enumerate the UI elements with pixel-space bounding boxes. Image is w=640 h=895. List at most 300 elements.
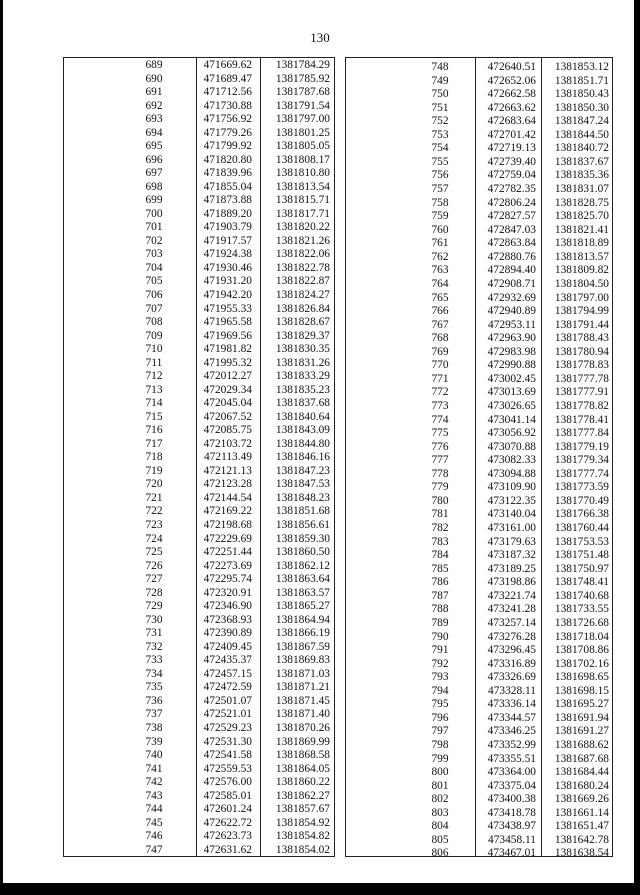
table-row [64, 478, 334, 491]
table-row [346, 115, 612, 128]
table-row [64, 803, 334, 816]
x-coordinate-cell: 473467.01 [487, 847, 536, 860]
table-row [64, 560, 334, 573]
y-coordinate-cell: 1381856.61 [275, 519, 330, 532]
table-row [346, 427, 612, 440]
y-coordinate-cell: 1381820.22 [275, 221, 330, 234]
point-number-cell: 804 [431, 820, 449, 833]
y-coordinate-cell: 1381829.37 [275, 329, 330, 342]
x-coordinate-cell: 471903.79 [203, 221, 252, 234]
x-coordinate-cell: 472123.28 [203, 478, 252, 491]
table-row [346, 75, 612, 88]
table-row [346, 820, 612, 833]
y-coordinate-cell: 1381684.44 [554, 766, 609, 779]
table-row [346, 183, 612, 196]
table-row [346, 658, 612, 671]
x-coordinate-cell: 472346.90 [203, 600, 252, 613]
point-number-cell: 734 [145, 667, 163, 680]
table-row [346, 536, 612, 549]
x-coordinate-cell: 473418.78 [487, 806, 536, 819]
y-coordinate-cell: 1381777.74 [554, 467, 609, 480]
y-coordinate-cell: 1381760.44 [554, 522, 609, 535]
y-coordinate-cell: 1381778.82 [554, 400, 609, 412]
y-coordinate-cell: 1381863.64 [275, 573, 330, 586]
y-coordinate-cell: 1381687.68 [554, 752, 609, 765]
point-number-cell: 793 [431, 671, 449, 684]
x-coordinate-cell: 472990.88 [487, 359, 536, 372]
table-row [64, 140, 334, 153]
y-coordinate-cell: 1381791.44 [554, 318, 609, 331]
table-row [346, 631, 612, 644]
x-coordinate-cell: 472103.72 [203, 437, 252, 450]
table-row [346, 305, 612, 318]
point-number-cell: 722 [145, 505, 163, 518]
table-row [346, 102, 612, 115]
y-coordinate-cell: 1381835.23 [275, 383, 330, 396]
y-coordinate-cell: 1381770.49 [554, 494, 609, 507]
y-coordinate-cell: 1381809.82 [554, 264, 609, 277]
x-coordinate-cell: 472623.73 [203, 830, 252, 843]
point-number-cell: 750 [431, 88, 449, 101]
y-coordinate-cell: 1381773.59 [554, 481, 609, 494]
y-coordinate-cell: 1381815.71 [275, 194, 330, 207]
point-number-cell: 737 [145, 708, 163, 721]
table-row [64, 167, 334, 180]
x-coordinate-cell: 473013.69 [487, 386, 536, 399]
x-coordinate-cell: 472782.35 [487, 183, 536, 196]
table-row [64, 654, 334, 667]
x-coordinate-cell: 472409.45 [203, 640, 252, 653]
table-row [346, 454, 612, 467]
point-number-cell: 715 [145, 410, 163, 423]
point-number-cell: 707 [145, 302, 163, 315]
point-number-cell: 785 [431, 562, 449, 575]
x-coordinate-cell: 472953.11 [488, 318, 536, 331]
point-number-cell: 759 [431, 210, 449, 223]
point-number-cell: 742 [145, 776, 163, 789]
y-coordinate-cell: 1381651.47 [554, 820, 609, 833]
point-number-cell: 757 [431, 183, 449, 196]
right-coordinate-table [345, 57, 613, 860]
point-number-cell: 731 [145, 627, 163, 640]
y-coordinate-cell: 1381854.92 [275, 816, 330, 829]
y-coordinate-cell: 1381863.57 [275, 586, 330, 599]
x-coordinate-cell: 472390.89 [203, 627, 252, 640]
point-number-cell: 691 [145, 86, 163, 99]
point-number-cell: 735 [145, 681, 163, 694]
table-row [64, 303, 334, 316]
y-coordinate-cell: 1381831.26 [275, 356, 330, 369]
y-coordinate-cell: 1381733.55 [554, 603, 609, 616]
point-number-cell: 788 [431, 603, 449, 616]
table-row [346, 386, 612, 399]
point-number-cell: 695 [145, 140, 163, 153]
x-coordinate-cell: 471669.62 [203, 59, 252, 71]
x-coordinate-cell: 471855.04 [203, 180, 252, 193]
y-coordinate-cell: 1381828.67 [275, 316, 330, 329]
point-number-cell: 728 [145, 586, 163, 599]
x-coordinate-cell: 471756.92 [203, 113, 252, 126]
point-number-cell: 745 [145, 816, 163, 829]
table-row [64, 330, 334, 343]
y-coordinate-cell: 1381778.41 [554, 413, 609, 426]
x-coordinate-cell: 472640.51 [487, 61, 536, 73]
x-coordinate-cell: 473458.11 [488, 833, 536, 846]
x-coordinate-cell: 472880.76 [487, 250, 536, 263]
x-coordinate-cell: 473198.86 [487, 576, 536, 589]
y-coordinate-cell: 1381862.12 [275, 559, 330, 572]
x-coordinate-cell: 472739.40 [487, 155, 536, 168]
y-coordinate-cell: 1381864.94 [275, 613, 330, 626]
y-coordinate-cell: 1381748.41 [554, 576, 609, 589]
table-row [346, 508, 612, 521]
y-coordinate-cell: 1381837.67 [554, 155, 609, 168]
x-coordinate-cell: 471779.26 [203, 126, 252, 139]
y-coordinate-cell: 1381850.43 [554, 88, 609, 101]
point-number-cell: 791 [431, 644, 449, 657]
x-coordinate-cell: 473328.11 [488, 684, 536, 697]
table-row [346, 671, 612, 684]
x-coordinate-cell: 472198.68 [203, 519, 252, 532]
x-coordinate-cell: 472759.04 [487, 169, 536, 182]
table-row [64, 127, 334, 140]
table-row [346, 725, 612, 738]
x-coordinate-cell: 472472.59 [203, 681, 252, 694]
point-number-cell: 806 [431, 847, 449, 860]
y-coordinate-cell: 1381680.24 [554, 779, 609, 792]
y-coordinate-cell: 1381828.75 [554, 196, 609, 209]
table-row [64, 154, 334, 167]
x-coordinate-cell: 472827.57 [487, 210, 536, 223]
point-number-cell: 751 [431, 101, 449, 114]
y-coordinate-cell: 1381726.68 [554, 616, 609, 629]
table-row [64, 424, 334, 437]
point-number-cell: 786 [431, 576, 449, 589]
x-coordinate-cell: 472719.13 [487, 142, 536, 155]
point-number-cell: 700 [145, 207, 163, 220]
table-row [64, 776, 334, 789]
x-coordinate-cell: 472457.15 [203, 667, 252, 680]
x-coordinate-cell: 472894.40 [487, 264, 536, 277]
y-coordinate-cell: 1381850.30 [554, 101, 609, 114]
table-row [346, 753, 612, 766]
point-number-cell: 797 [431, 725, 449, 738]
point-number-cell: 747 [145, 843, 163, 856]
x-coordinate-cell: 472531.30 [203, 735, 252, 748]
table-row [346, 61, 612, 74]
point-number-cell: 764 [431, 277, 449, 290]
y-coordinate-cell: 1381864.05 [275, 762, 330, 775]
table-row [64, 181, 334, 194]
x-coordinate-cell: 472576.00 [203, 776, 252, 789]
table-row [346, 129, 612, 142]
y-coordinate-cell: 1381808.17 [275, 153, 330, 166]
x-coordinate-cell: 473179.63 [487, 535, 536, 548]
table-row [346, 224, 612, 237]
x-coordinate-cell: 471942.20 [203, 289, 252, 301]
point-number-cell: 778 [431, 467, 449, 480]
x-coordinate-cell: 473056.92 [487, 427, 536, 440]
point-number-cell: 803 [431, 806, 449, 819]
y-coordinate-cell: 1381869.99 [275, 735, 330, 748]
table-row [346, 834, 612, 847]
point-number-cell: 712 [145, 370, 163, 383]
table-row [346, 563, 612, 576]
y-coordinate-cell: 1381853.12 [554, 61, 609, 73]
y-coordinate-cell: 1381698.15 [554, 684, 609, 697]
x-coordinate-cell: 473122.35 [487, 494, 536, 507]
y-coordinate-cell: 1381846.16 [275, 451, 330, 464]
point-number-cell: 777 [431, 454, 449, 467]
point-number-cell: 694 [145, 126, 163, 139]
y-coordinate-cell: 1381821.41 [554, 223, 609, 236]
y-coordinate-cell: 1381766.38 [554, 508, 609, 521]
table-row [346, 481, 612, 494]
x-coordinate-cell: 472983.98 [487, 345, 536, 358]
point-number-cell: 794 [431, 684, 449, 697]
point-number-cell: 760 [431, 223, 449, 236]
x-coordinate-cell: 472963.90 [487, 332, 536, 345]
table-row [346, 712, 612, 725]
y-coordinate-cell: 1381862.27 [275, 789, 330, 802]
y-coordinate-cell: 1381702.16 [554, 657, 609, 670]
table-row [64, 86, 334, 99]
x-coordinate-cell: 473082.33 [487, 454, 536, 467]
y-coordinate-cell: 1381831.07 [554, 183, 609, 196]
x-coordinate-cell: 472940.89 [487, 305, 536, 318]
y-coordinate-cell: 1381691.27 [554, 725, 609, 738]
y-coordinate-cell: 1381837.68 [275, 397, 330, 410]
point-number-cell: 776 [431, 440, 449, 453]
x-coordinate-cell: 473094.88 [487, 467, 536, 480]
y-coordinate-cell: 1381840.72 [554, 142, 609, 155]
x-coordinate-cell: 473364.00 [487, 766, 536, 779]
point-number-cell: 739 [145, 735, 163, 748]
table-row [64, 681, 334, 694]
point-number-cell: 792 [431, 657, 449, 670]
point-number-cell: 753 [431, 128, 449, 141]
y-coordinate-cell: 1381797.00 [554, 291, 609, 304]
point-number-cell: 720 [145, 478, 163, 491]
point-number-cell: 711 [145, 356, 163, 369]
table-row [64, 275, 334, 288]
y-coordinate-cell: 1381784.29 [275, 59, 330, 71]
y-coordinate-cell: 1381851.71 [554, 74, 609, 87]
point-number-cell: 796 [431, 711, 449, 724]
x-coordinate-cell: 472631.62 [203, 843, 252, 856]
x-coordinate-cell: 472932.69 [487, 291, 536, 304]
table-row [64, 587, 334, 600]
y-coordinate-cell: 1381810.80 [275, 167, 330, 180]
point-number-cell: 714 [145, 397, 163, 410]
table-row [346, 807, 612, 820]
table-row [64, 546, 334, 559]
point-number-cell: 736 [145, 694, 163, 707]
point-number-cell: 772 [431, 386, 449, 399]
point-number-cell: 748 [431, 61, 449, 73]
x-coordinate-cell: 472622.72 [203, 816, 252, 829]
point-number-cell: 752 [431, 115, 449, 128]
table-row [64, 519, 334, 532]
x-coordinate-cell: 472045.04 [203, 397, 252, 410]
point-number-cell: 690 [145, 72, 163, 85]
point-number-cell: 783 [431, 535, 449, 548]
left-coordinate-table [63, 57, 335, 857]
table-row [346, 400, 612, 413]
table-row [346, 278, 612, 291]
x-coordinate-cell: 473221.74 [487, 589, 536, 602]
y-coordinate-cell: 1381840.64 [275, 410, 330, 423]
table-row [346, 685, 612, 698]
y-coordinate-cell: 1381688.62 [554, 739, 609, 751]
x-coordinate-cell: 473326.69 [487, 671, 536, 684]
y-coordinate-cell: 1381833.29 [275, 370, 330, 383]
x-coordinate-cell: 472652.06 [487, 74, 536, 87]
x-coordinate-cell: 472701.42 [487, 128, 536, 141]
y-coordinate-cell: 1381794.99 [554, 305, 609, 318]
x-coordinate-cell: 473161.00 [487, 522, 536, 535]
x-coordinate-cell: 473276.28 [487, 630, 536, 643]
y-coordinate-cell: 1381843.09 [275, 424, 330, 437]
x-coordinate-cell: 472435.37 [203, 654, 252, 667]
y-coordinate-cell: 1381818.89 [554, 237, 609, 250]
y-coordinate-cell: 1381860.22 [275, 776, 330, 789]
table-row [64, 397, 334, 410]
point-number-cell: 701 [145, 221, 163, 234]
x-coordinate-cell: 473336.14 [487, 698, 536, 711]
table-row [346, 590, 612, 603]
point-number-cell: 706 [145, 289, 163, 301]
x-coordinate-cell: 472663.62 [487, 101, 536, 114]
table-row [64, 113, 334, 126]
x-coordinate-cell: 473041.14 [487, 413, 536, 426]
point-number-cell: 771 [431, 372, 449, 385]
y-coordinate-cell: 1381753.53 [554, 535, 609, 548]
y-coordinate-cell: 1381740.68 [554, 589, 609, 602]
point-number-cell: 718 [145, 451, 163, 464]
table-row [346, 468, 612, 481]
table-row [346, 766, 612, 779]
point-number-cell: 769 [431, 345, 449, 358]
x-coordinate-cell: 472295.74 [203, 573, 252, 586]
table-row [64, 817, 334, 830]
table-row [64, 600, 334, 613]
point-number-cell: 790 [431, 630, 449, 643]
y-coordinate-cell: 1381822.06 [275, 248, 330, 261]
table-row [64, 844, 334, 857]
x-coordinate-cell: 472029.34 [203, 383, 252, 396]
table-row [64, 790, 334, 803]
y-coordinate-cell: 1381669.26 [554, 793, 609, 806]
point-number-cell: 733 [145, 654, 163, 667]
point-number-cell: 716 [145, 424, 163, 437]
x-coordinate-cell: 473296.45 [487, 644, 536, 657]
table-row [346, 197, 612, 210]
point-number-cell: 779 [431, 481, 449, 494]
table-row [64, 289, 334, 302]
point-number-cell: 743 [145, 789, 163, 802]
y-coordinate-cell: 1381844.50 [554, 128, 609, 141]
table-row [346, 169, 612, 182]
table-row [64, 100, 334, 113]
x-coordinate-cell: 473189.25 [487, 562, 536, 575]
table-row [64, 343, 334, 356]
table-row [346, 346, 612, 359]
table-row [346, 780, 612, 793]
point-number-cell: 698 [145, 180, 163, 193]
y-coordinate-cell: 1381857.67 [275, 803, 330, 816]
y-coordinate-cell: 1381698.65 [554, 671, 609, 684]
x-coordinate-cell: 472121.13 [203, 464, 252, 477]
y-coordinate-cell: 1381708.86 [554, 644, 609, 657]
table-row [64, 830, 334, 843]
point-number-cell: 703 [145, 248, 163, 261]
x-coordinate-cell: 472529.23 [203, 721, 252, 734]
table-row [64, 722, 334, 735]
point-number-cell: 749 [431, 74, 449, 87]
y-coordinate-cell: 1381871.21 [275, 681, 330, 694]
x-coordinate-cell: 471730.88 [203, 99, 252, 112]
x-coordinate-cell: 472863.84 [487, 237, 536, 250]
point-number-cell: 754 [431, 142, 449, 155]
x-coordinate-cell: 471930.46 [203, 261, 252, 274]
point-number-cell: 710 [145, 343, 163, 356]
y-coordinate-cell: 1381791.54 [275, 99, 330, 112]
table-row [346, 264, 612, 277]
x-coordinate-cell: 472908.71 [487, 277, 536, 290]
y-coordinate-cell: 1381718.04 [554, 630, 609, 643]
point-number-cell: 693 [145, 113, 163, 126]
y-coordinate-cell: 1381661.14 [554, 806, 609, 819]
y-coordinate-cell: 1381866.19 [275, 627, 330, 640]
y-coordinate-cell: 1381779.19 [554, 440, 609, 453]
x-coordinate-cell: 471889.20 [203, 207, 252, 220]
x-coordinate-cell: 471820.80 [203, 153, 252, 166]
table-row [64, 668, 334, 681]
point-number-cell: 780 [431, 494, 449, 507]
point-number-cell: 798 [431, 739, 449, 751]
table-row [64, 695, 334, 708]
y-coordinate-cell: 1381638.54 [554, 847, 609, 860]
table-row [64, 370, 334, 383]
y-coordinate-cell: 1381797.00 [275, 113, 330, 126]
table-row [346, 88, 612, 101]
y-coordinate-cell: 1381778.83 [554, 359, 609, 372]
table-row [64, 221, 334, 234]
table-row [64, 208, 334, 221]
y-coordinate-cell: 1381777.84 [554, 427, 609, 440]
y-coordinate-cell: 1381822.87 [275, 275, 330, 288]
x-coordinate-cell: 472559.53 [203, 762, 252, 775]
x-coordinate-cell: 471969.56 [203, 329, 252, 342]
table-row [64, 235, 334, 248]
y-coordinate-cell: 1381848.23 [275, 491, 330, 504]
x-coordinate-cell: 472085.75 [203, 424, 252, 437]
point-number-cell: 755 [431, 155, 449, 168]
y-coordinate-cell: 1381779.34 [554, 454, 609, 467]
y-coordinate-cell: 1381844.80 [275, 437, 330, 450]
y-coordinate-cell: 1381785.92 [275, 72, 330, 85]
x-coordinate-cell: 473187.32 [487, 549, 536, 562]
y-coordinate-cell: 1381854.82 [275, 830, 330, 843]
point-number-cell: 708 [145, 316, 163, 329]
point-number-cell: 758 [431, 196, 449, 209]
point-number-cell: 775 [431, 427, 449, 440]
point-number-cell: 689 [145, 59, 163, 71]
point-number-cell: 724 [145, 532, 163, 545]
x-coordinate-cell: 473316.89 [487, 657, 536, 670]
x-coordinate-cell: 471839.96 [203, 167, 252, 180]
